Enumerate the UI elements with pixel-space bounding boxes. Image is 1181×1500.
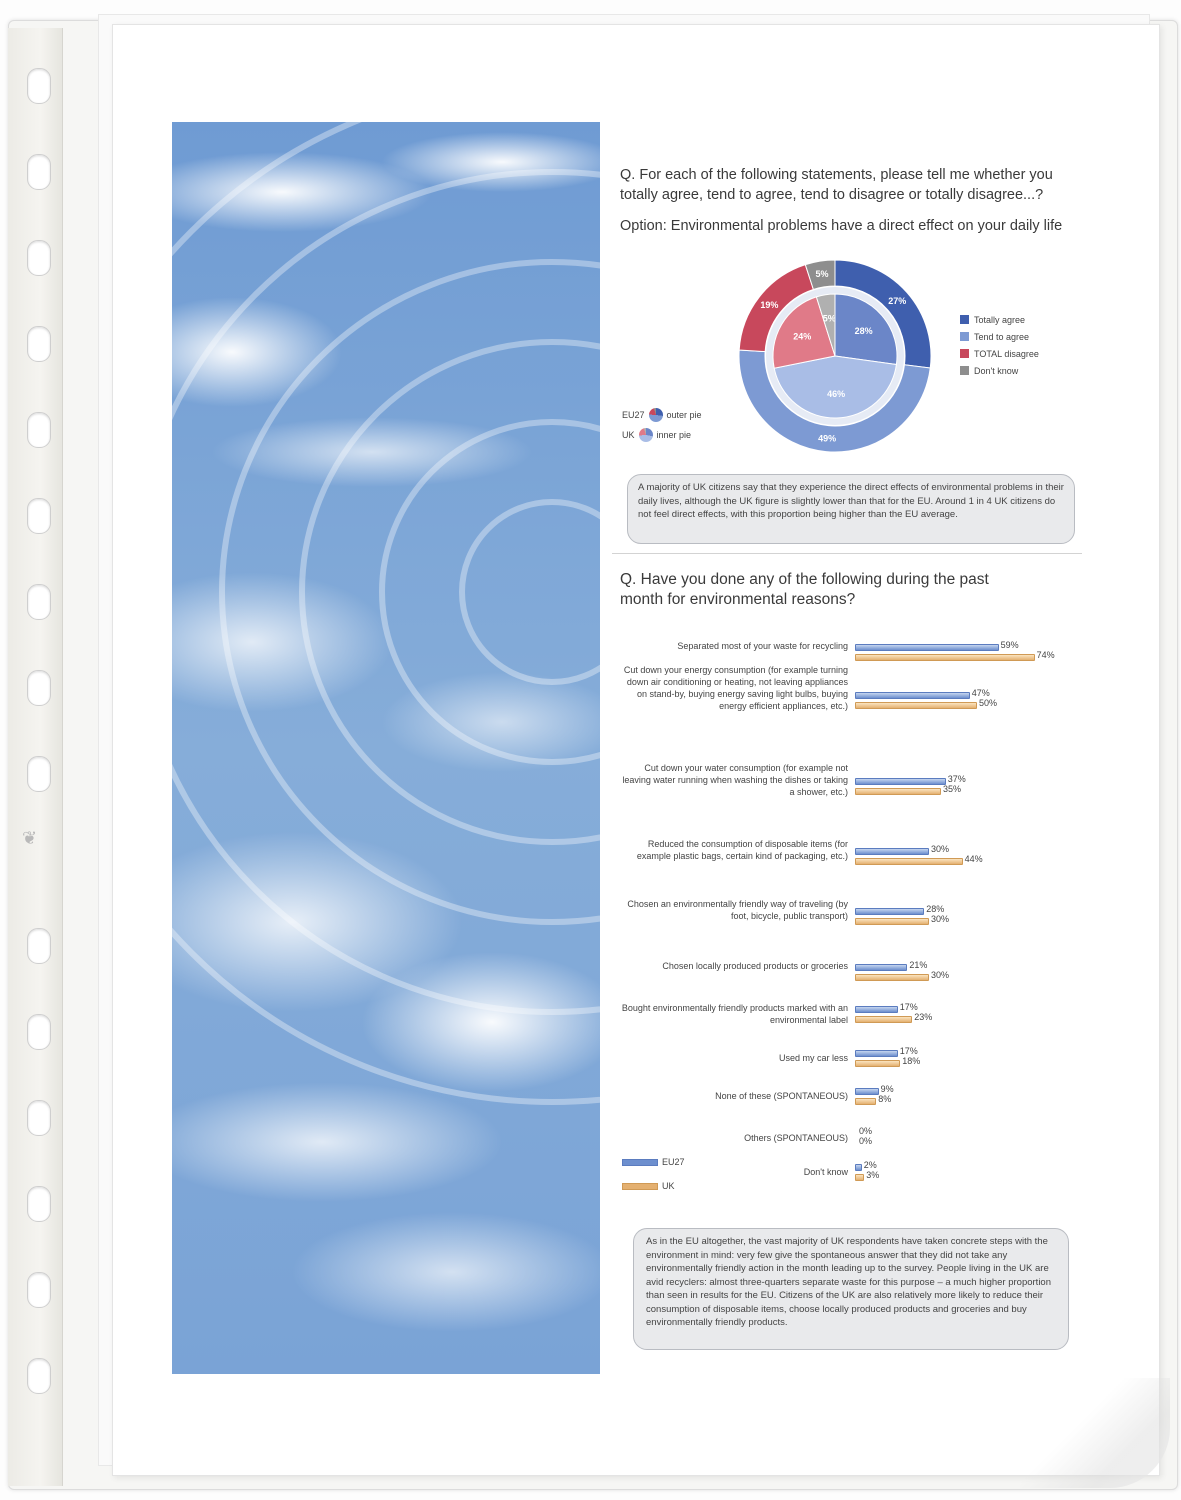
eu27-bar bbox=[855, 848, 929, 855]
eu27-bar-value: 59% bbox=[1000, 640, 1019, 650]
uk-bar-swatch bbox=[622, 1183, 658, 1190]
legend-tend-to-agree bbox=[960, 328, 1039, 345]
legend-label: Tend to agree bbox=[974, 331, 1030, 342]
eu27-bar bbox=[855, 692, 970, 699]
key-eu-desc: outer pie bbox=[666, 410, 702, 420]
sky-water-photo bbox=[172, 122, 600, 1374]
eu27-bar bbox=[855, 1006, 898, 1013]
legend-swatch bbox=[960, 349, 969, 358]
punch-hole bbox=[27, 412, 51, 448]
uk-bar bbox=[855, 702, 977, 709]
eu27-bar-value: 30% bbox=[931, 844, 950, 854]
pie-summary-note: A majority of UK citizens say that they experience the direct effects of environmental problems in their daily lives, although the UK figure is slightly lower than that for the EU. Around 1 in 4 UK citizens do not feel direct effects, with this proportion being higher than the EU average. bbox=[627, 474, 1075, 544]
uk-slice-label: 28% bbox=[854, 326, 873, 337]
legend-label: Totally agree bbox=[974, 314, 1026, 325]
question-2: Q. Have you done any of the following during the past month for environmental reasons? bbox=[620, 571, 989, 608]
eu27-bar-value: 37% bbox=[947, 774, 966, 784]
key-eu27 bbox=[622, 405, 702, 425]
eu27-slice-label: 5% bbox=[815, 269, 829, 280]
legend-total-disagree bbox=[960, 345, 1039, 362]
key-eu-label: EU27 bbox=[622, 410, 645, 420]
pie-legend bbox=[960, 311, 1039, 379]
bar-category-label: Used my car less bbox=[778, 1053, 848, 1063]
question-1-option: Option: Environmental problems have a direct effect on your daily life bbox=[620, 218, 1063, 234]
uk-bar-value: 3% bbox=[866, 1170, 880, 1180]
legend-label: TOTAL disagree bbox=[974, 348, 1039, 359]
punch-hole bbox=[27, 498, 51, 534]
uk-bar-value: 0% bbox=[859, 1136, 873, 1146]
bar-category-label: Chosen an environmentally friendly way of traveling (by foot, bicycle, public transport) bbox=[627, 899, 848, 921]
bar-category-label: Others (SPONTANEOUS) bbox=[744, 1133, 848, 1143]
eu-bar-swatch bbox=[622, 1159, 658, 1166]
punch-hole bbox=[27, 756, 51, 792]
eu27-bar-value: 2% bbox=[863, 1160, 877, 1170]
uk-slice-label: 24% bbox=[793, 331, 812, 342]
uk-bar-value: 74% bbox=[1036, 650, 1055, 660]
eu27-bar-value: 28% bbox=[926, 904, 945, 914]
uk-bar bbox=[855, 654, 1035, 661]
legend-dont-know bbox=[960, 362, 1039, 379]
uk-bar bbox=[855, 1060, 900, 1067]
uk-bar-value: 50% bbox=[979, 698, 998, 708]
eu27-bar bbox=[855, 778, 946, 785]
legend-swatch bbox=[960, 332, 969, 341]
bar-key-eu27 bbox=[622, 1150, 685, 1174]
legend-label: Don't know bbox=[974, 365, 1019, 376]
punch-hole bbox=[27, 154, 51, 190]
eu27-bar-value: 17% bbox=[899, 1046, 918, 1056]
uk-bar-value: 44% bbox=[964, 854, 983, 864]
uk-bar bbox=[855, 918, 929, 925]
legend-swatch bbox=[960, 366, 969, 375]
uk-bar-value: 35% bbox=[943, 784, 962, 794]
eu27-bar-value: 17% bbox=[899, 1002, 918, 1012]
eu27-bar bbox=[855, 908, 924, 915]
agreement-donut-chart bbox=[730, 258, 940, 458]
eu27-bar bbox=[855, 964, 907, 971]
bar-key-uk-label: UK bbox=[662, 1181, 675, 1191]
bar-key-uk bbox=[622, 1174, 685, 1198]
pie-series-key bbox=[622, 405, 702, 445]
eu27-bar-value: 21% bbox=[909, 960, 928, 970]
punch-hole bbox=[27, 928, 51, 964]
eu27-bar bbox=[855, 1050, 898, 1057]
sleeve-corner-curl bbox=[1020, 1378, 1170, 1488]
bar-key-eu-label: EU27 bbox=[662, 1157, 685, 1167]
bar-series-key bbox=[622, 1150, 685, 1198]
bar-category-label: Reduced the consumption of disposable items (for example plastic bags, certain kind of packaging, etc.) bbox=[636, 839, 848, 861]
bar-category-label: Chosen locally produced products or groceries bbox=[662, 961, 848, 971]
bar-category-label: Don't know bbox=[803, 1167, 848, 1177]
uk-bar bbox=[855, 1174, 864, 1181]
bar-category-label: Separated most of your waste for recycling bbox=[677, 641, 848, 651]
eu27-bar-value: 0% bbox=[859, 1126, 873, 1136]
uk-bar-value: 23% bbox=[914, 1012, 933, 1022]
eu27-slice-label: 49% bbox=[818, 433, 837, 444]
punch-hole bbox=[27, 584, 51, 620]
section-divider bbox=[612, 553, 1082, 554]
punch-hole bbox=[27, 1100, 51, 1136]
eu27-bar bbox=[855, 1088, 879, 1095]
punch-hole bbox=[27, 1272, 51, 1308]
bar-category-label: None of these (SPONTANEOUS) bbox=[715, 1091, 848, 1101]
bar-category-label: Bought environmentally friendly products marked with an environmental label bbox=[621, 1003, 848, 1025]
key-uk-desc: inner pie bbox=[656, 430, 692, 440]
key-uk-label: UK bbox=[622, 430, 635, 440]
eu27-bar bbox=[855, 1164, 862, 1171]
legend-swatch bbox=[960, 315, 969, 324]
key-uk bbox=[622, 425, 702, 445]
uk-mini-pie-icon bbox=[639, 428, 653, 442]
punch-hole bbox=[27, 240, 51, 276]
eu27-slice-label: 27% bbox=[888, 296, 907, 307]
uk-bar-value: 18% bbox=[902, 1056, 921, 1066]
punch-hole bbox=[27, 68, 51, 104]
perforated-binding-strip bbox=[8, 28, 63, 1486]
bar-category-label: Cut down your energy consumption (for example turning down air conditioning or heating, not leaving appliances on stand-by, buying energy saving light bulbs, buying energy efficient appliances, etc.) bbox=[623, 665, 848, 711]
eu27-bar-value: 47% bbox=[971, 688, 990, 698]
bar-category-label: Cut down your water consumption (for example not leaving water running when washing the dishes or taking a shower, etc.) bbox=[622, 763, 848, 797]
uk-bar-value: 30% bbox=[931, 970, 950, 980]
legend-totally-agree bbox=[960, 311, 1039, 328]
uk-bar-value: 8% bbox=[878, 1094, 892, 1104]
uk-bar bbox=[855, 974, 929, 981]
sleeve-logo-icon: ❦ bbox=[22, 828, 38, 848]
punch-hole bbox=[27, 1358, 51, 1394]
punch-hole bbox=[27, 670, 51, 706]
punch-hole bbox=[27, 1186, 51, 1222]
uk-bar-value: 30% bbox=[931, 914, 950, 924]
eu27-slice-label: 19% bbox=[760, 300, 779, 311]
uk-bar bbox=[855, 788, 941, 795]
uk-bar bbox=[855, 1098, 876, 1105]
uk-slice-label: 5% bbox=[822, 313, 836, 324]
bar-summary-note: As in the EU altogether, the vast majority of UK respondents have taken concrete steps with the environment in mind: very few give the spontaneous answer that they did not take any environmentally friendly action in the month leading up to the survey. People living in the UK are avid recyclers: almost three-quarters separate waste for this purpose – a much higher proportion than seen in results for the EU. Citizens of the UK are also relatively more likely to reduce their consumption of disposable items, choose locally produced products and groceries and buy environmentally friendly products. bbox=[633, 1228, 1069, 1350]
eu27-bar bbox=[855, 644, 999, 651]
uk-bar bbox=[855, 858, 963, 865]
punch-hole bbox=[27, 326, 51, 362]
uk-slice-label: 46% bbox=[827, 388, 846, 399]
eu27-bar-value: 9% bbox=[880, 1084, 894, 1094]
question-1: Q. For each of the following statements, please tell me whether you totally agree, tend to agree, tend to disagree or totally disagree...? bbox=[620, 167, 1053, 203]
eu-mini-pie-icon bbox=[649, 408, 663, 422]
uk-bar bbox=[855, 1016, 912, 1023]
punch-hole bbox=[27, 1014, 51, 1050]
